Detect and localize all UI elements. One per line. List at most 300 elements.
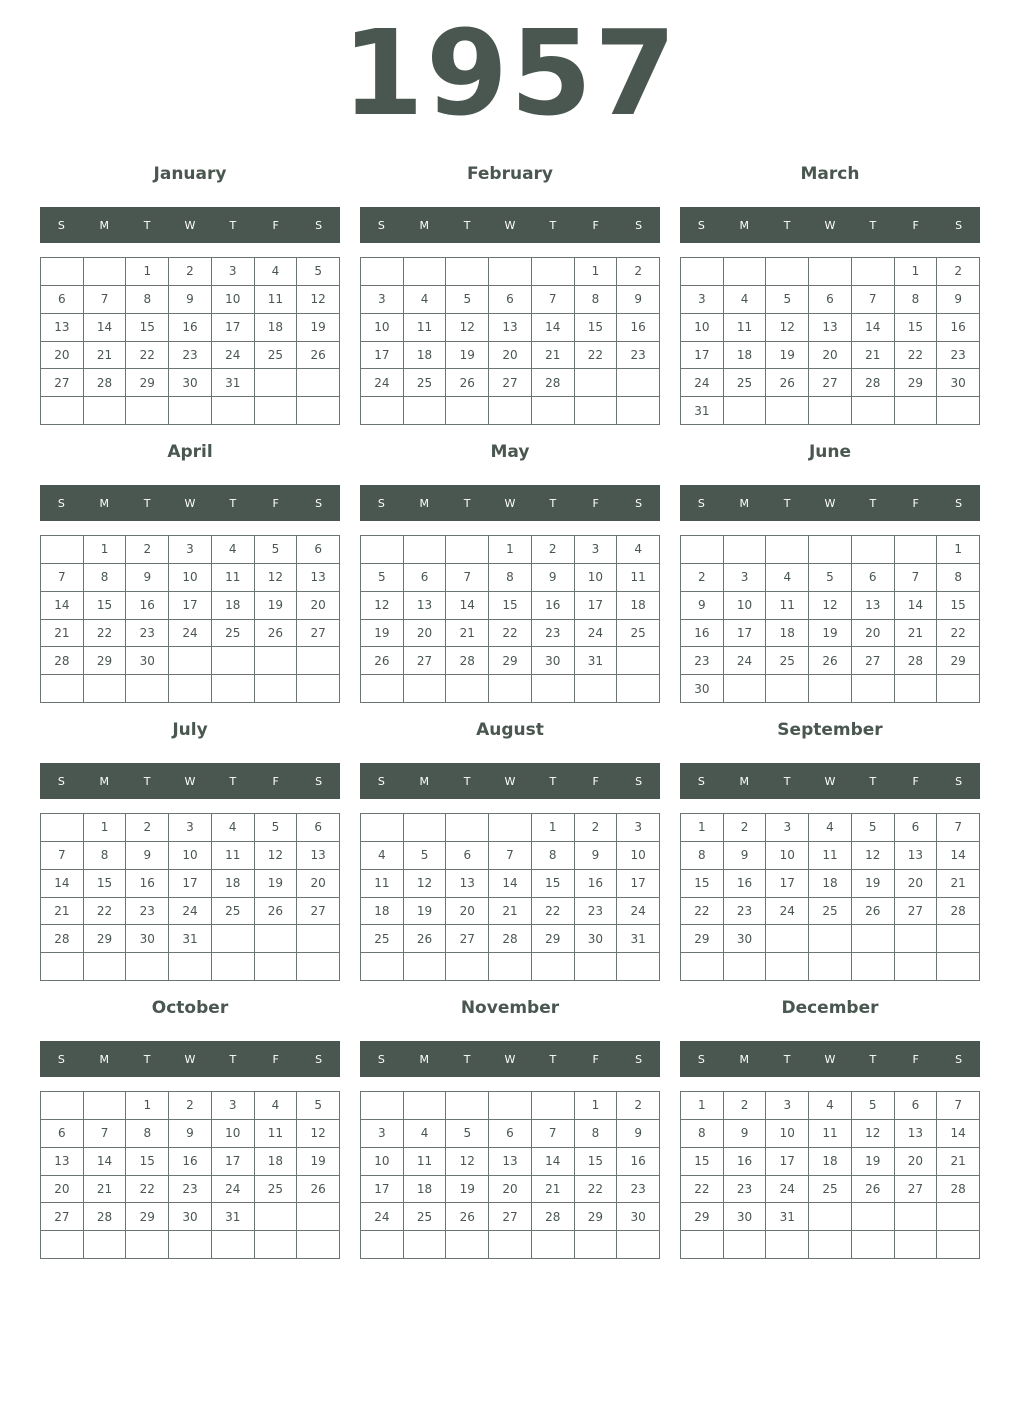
day-cell: 22 xyxy=(489,620,532,648)
day-cell: 25 xyxy=(212,898,255,926)
weekday-tue: T xyxy=(143,774,151,788)
empty-cell xyxy=(41,1231,84,1259)
day-cell: 22 xyxy=(895,342,938,370)
day-cell: 25 xyxy=(809,1176,852,1204)
day-cell: 10 xyxy=(766,1120,809,1148)
empty-cell xyxy=(212,953,255,981)
weekday-sun: S xyxy=(697,496,705,510)
day-cell: 10 xyxy=(212,1120,255,1148)
empty-cell xyxy=(852,925,895,953)
day-cell: 24 xyxy=(361,1203,404,1231)
day-cell: 11 xyxy=(255,1120,298,1148)
day-cell: 16 xyxy=(126,870,169,898)
empty-cell xyxy=(617,647,660,675)
day-cell: 9 xyxy=(724,1120,767,1148)
day-cell: 12 xyxy=(852,1120,895,1148)
day-cell: 5 xyxy=(297,1092,340,1120)
day-cell: 24 xyxy=(617,898,660,926)
day-cell: 20 xyxy=(41,342,84,370)
empty-cell xyxy=(212,647,255,675)
empty-cell xyxy=(489,953,532,981)
day-cell: 20 xyxy=(41,1176,84,1204)
weekday-mon: M xyxy=(419,218,430,232)
day-cell: 20 xyxy=(404,620,447,648)
weekday-tue: T xyxy=(463,496,471,510)
empty-cell xyxy=(617,397,660,425)
day-cell: 18 xyxy=(404,342,447,370)
month-april xyxy=(40,438,340,716)
day-cell: 22 xyxy=(532,898,575,926)
month-march xyxy=(680,160,980,438)
month-name: January xyxy=(153,164,227,184)
day-cell: 15 xyxy=(575,1148,618,1176)
day-cell: 13 xyxy=(41,314,84,342)
empty-cell xyxy=(724,675,767,703)
day-cell: 8 xyxy=(126,1120,169,1148)
day-cell: 11 xyxy=(212,842,255,870)
month-may xyxy=(360,438,660,716)
weekday-thu: T xyxy=(549,774,557,788)
day-cell: 19 xyxy=(809,620,852,648)
empty-cell xyxy=(126,1231,169,1259)
day-cell: 6 xyxy=(489,1120,532,1148)
day-cell: 25 xyxy=(361,925,404,953)
day-grid xyxy=(40,257,340,425)
empty-cell xyxy=(809,953,852,981)
day-cell: 11 xyxy=(361,870,404,898)
day-cell: 19 xyxy=(446,1176,489,1204)
day-cell: 8 xyxy=(84,842,127,870)
day-cell: 21 xyxy=(532,1176,575,1204)
empty-cell xyxy=(404,1231,447,1259)
day-cell: 19 xyxy=(404,898,447,926)
empty-cell xyxy=(361,536,404,564)
day-cell: 16 xyxy=(532,592,575,620)
day-cell: 29 xyxy=(895,369,938,397)
day-cell: 29 xyxy=(489,647,532,675)
day-cell: 24 xyxy=(766,898,809,926)
day-cell: 30 xyxy=(169,1203,212,1231)
empty-cell xyxy=(895,953,938,981)
day-cell: 16 xyxy=(126,592,169,620)
day-cell: 12 xyxy=(766,314,809,342)
day-cell: 29 xyxy=(681,925,724,953)
day-cell: 8 xyxy=(895,286,938,314)
empty-cell xyxy=(724,258,767,286)
day-cell: 12 xyxy=(809,592,852,620)
day-cell: 17 xyxy=(169,870,212,898)
day-grid xyxy=(680,1091,980,1259)
month-january xyxy=(40,160,340,438)
day-cell: 20 xyxy=(446,898,489,926)
weekday-fri: F xyxy=(272,774,279,788)
empty-cell xyxy=(212,925,255,953)
empty-cell xyxy=(169,647,212,675)
day-cell: 16 xyxy=(617,314,660,342)
empty-cell xyxy=(852,536,895,564)
day-cell: 17 xyxy=(766,870,809,898)
weekday-thu: T xyxy=(229,218,237,232)
day-cell: 13 xyxy=(489,314,532,342)
day-cell: 9 xyxy=(617,1120,660,1148)
empty-cell xyxy=(809,536,852,564)
empty-cell xyxy=(404,536,447,564)
day-cell: 1 xyxy=(681,814,724,842)
day-cell: 26 xyxy=(255,620,298,648)
weekday-fri: F xyxy=(272,218,279,232)
empty-cell xyxy=(489,1231,532,1259)
day-cell: 16 xyxy=(724,870,767,898)
day-cell: 28 xyxy=(84,1203,127,1231)
empty-cell xyxy=(895,1203,938,1231)
day-cell: 7 xyxy=(895,564,938,592)
day-cell: 24 xyxy=(766,1176,809,1204)
day-cell: 13 xyxy=(404,592,447,620)
day-cell: 21 xyxy=(852,342,895,370)
day-cell: 27 xyxy=(489,1203,532,1231)
day-cell: 23 xyxy=(575,898,618,926)
day-cell: 19 xyxy=(852,870,895,898)
empty-cell xyxy=(895,675,938,703)
weekday-sun: S xyxy=(697,774,705,788)
day-cell: 21 xyxy=(532,342,575,370)
day-cell: 29 xyxy=(126,369,169,397)
weekday-mon: M xyxy=(99,1052,110,1066)
empty-cell xyxy=(937,925,980,953)
day-cell: 25 xyxy=(617,620,660,648)
month-september xyxy=(680,716,980,994)
day-cell: 29 xyxy=(937,647,980,675)
day-cell: 3 xyxy=(617,814,660,842)
day-cell: 22 xyxy=(937,620,980,648)
day-cell: 16 xyxy=(169,1148,212,1176)
weekday-thu: T xyxy=(549,218,557,232)
day-cell: 7 xyxy=(937,814,980,842)
year-title: 1957 xyxy=(341,4,679,142)
empty-cell xyxy=(41,536,84,564)
day-cell: 23 xyxy=(617,342,660,370)
day-cell: 15 xyxy=(895,314,938,342)
month-july xyxy=(40,716,340,994)
day-cell: 7 xyxy=(84,1120,127,1148)
day-cell: 6 xyxy=(41,286,84,314)
weekday-mon: M xyxy=(99,218,110,232)
weekday-thu: T xyxy=(869,1052,877,1066)
day-cell: 30 xyxy=(724,1203,767,1231)
empty-cell xyxy=(809,1203,852,1231)
day-cell: 21 xyxy=(41,898,84,926)
day-cell: 15 xyxy=(84,592,127,620)
day-grid xyxy=(680,257,980,425)
day-cell: 21 xyxy=(937,1148,980,1176)
day-cell: 9 xyxy=(169,1120,212,1148)
day-cell: 19 xyxy=(297,314,340,342)
weekday-thu: T xyxy=(229,774,237,788)
day-cell: 26 xyxy=(446,1203,489,1231)
day-cell: 4 xyxy=(724,286,767,314)
day-cell: 5 xyxy=(404,842,447,870)
day-cell: 20 xyxy=(895,1148,938,1176)
day-cell: 14 xyxy=(532,1148,575,1176)
day-cell: 1 xyxy=(937,536,980,564)
weekday-wed: W xyxy=(504,496,516,510)
empty-cell xyxy=(297,647,340,675)
empty-cell xyxy=(446,953,489,981)
day-cell: 28 xyxy=(937,898,980,926)
day-cell: 25 xyxy=(212,620,255,648)
empty-cell xyxy=(255,397,298,425)
weekday-thu: T xyxy=(869,496,877,510)
empty-cell xyxy=(766,675,809,703)
day-cell: 26 xyxy=(404,925,447,953)
day-cell: 21 xyxy=(84,1176,127,1204)
day-cell: 25 xyxy=(255,1176,298,1204)
day-grid xyxy=(40,1091,340,1259)
day-cell: 5 xyxy=(446,286,489,314)
weekday-sun: S xyxy=(57,774,65,788)
empty-cell xyxy=(575,369,618,397)
day-cell: 18 xyxy=(212,592,255,620)
day-cell: 6 xyxy=(895,1092,938,1120)
day-cell: 28 xyxy=(937,1176,980,1204)
months-grid xyxy=(40,160,980,1272)
day-cell: 4 xyxy=(809,1092,852,1120)
day-cell: 31 xyxy=(766,1203,809,1231)
day-cell: 3 xyxy=(212,258,255,286)
empty-cell xyxy=(255,1231,298,1259)
day-cell: 12 xyxy=(297,286,340,314)
month-name: July xyxy=(172,720,208,740)
day-cell: 14 xyxy=(532,314,575,342)
empty-cell xyxy=(361,953,404,981)
empty-cell xyxy=(681,953,724,981)
empty-cell xyxy=(575,397,618,425)
empty-cell xyxy=(404,258,447,286)
weekday-mon: M xyxy=(739,496,750,510)
day-cell: 29 xyxy=(532,925,575,953)
day-cell: 17 xyxy=(617,870,660,898)
day-cell: 29 xyxy=(84,925,127,953)
empty-cell xyxy=(895,1231,938,1259)
day-cell: 7 xyxy=(852,286,895,314)
empty-cell xyxy=(404,953,447,981)
weekday-fri: F xyxy=(592,496,599,510)
empty-cell xyxy=(724,536,767,564)
empty-cell xyxy=(361,258,404,286)
day-cell: 3 xyxy=(681,286,724,314)
day-cell: 9 xyxy=(617,286,660,314)
weekday-sun: S xyxy=(57,496,65,510)
day-cell: 10 xyxy=(681,314,724,342)
weekday-sat: S xyxy=(955,1052,963,1066)
day-cell: 17 xyxy=(766,1148,809,1176)
day-grid xyxy=(40,535,340,703)
day-cell: 14 xyxy=(41,592,84,620)
day-cell: 23 xyxy=(724,1176,767,1204)
day-cell: 6 xyxy=(41,1120,84,1148)
day-grid xyxy=(360,813,660,981)
day-cell: 9 xyxy=(126,564,169,592)
day-cell: 15 xyxy=(575,314,618,342)
month-october xyxy=(40,994,340,1272)
empty-cell xyxy=(895,925,938,953)
day-cell: 28 xyxy=(532,1203,575,1231)
day-cell: 24 xyxy=(169,620,212,648)
weekday-fri: F xyxy=(912,1052,919,1066)
day-cell: 12 xyxy=(255,842,298,870)
day-cell: 5 xyxy=(766,286,809,314)
empty-cell xyxy=(617,1231,660,1259)
day-cell: 11 xyxy=(724,314,767,342)
day-cell: 4 xyxy=(809,814,852,842)
day-cell: 12 xyxy=(404,870,447,898)
empty-cell xyxy=(809,397,852,425)
day-cell: 16 xyxy=(575,870,618,898)
day-cell: 15 xyxy=(681,870,724,898)
day-cell: 2 xyxy=(681,564,724,592)
day-cell: 21 xyxy=(84,342,127,370)
day-cell: 21 xyxy=(937,870,980,898)
weekday-header xyxy=(360,485,660,521)
weekday-mon: M xyxy=(419,774,430,788)
day-cell: 23 xyxy=(724,898,767,926)
day-cell: 8 xyxy=(937,564,980,592)
day-cell: 14 xyxy=(489,870,532,898)
day-cell: 28 xyxy=(41,647,84,675)
day-cell: 25 xyxy=(404,369,447,397)
month-february xyxy=(360,160,660,438)
day-cell: 14 xyxy=(895,592,938,620)
day-cell: 26 xyxy=(297,342,340,370)
day-cell: 10 xyxy=(361,314,404,342)
day-cell: 29 xyxy=(84,647,127,675)
day-cell: 22 xyxy=(575,342,618,370)
day-cell: 24 xyxy=(575,620,618,648)
weekday-tue: T xyxy=(783,218,791,232)
day-cell: 30 xyxy=(724,925,767,953)
day-cell: 6 xyxy=(404,564,447,592)
day-cell: 8 xyxy=(575,1120,618,1148)
weekday-sat: S xyxy=(315,218,323,232)
empty-cell xyxy=(212,397,255,425)
empty-cell xyxy=(446,1231,489,1259)
empty-cell xyxy=(126,397,169,425)
weekday-fri: F xyxy=(912,496,919,510)
day-cell: 2 xyxy=(575,814,618,842)
day-cell: 12 xyxy=(361,592,404,620)
day-cell: 13 xyxy=(809,314,852,342)
month-name: March xyxy=(800,164,860,184)
day-cell: 27 xyxy=(41,369,84,397)
weekday-header xyxy=(680,485,980,521)
weekday-wed: W xyxy=(824,496,836,510)
weekday-mon: M xyxy=(419,496,430,510)
day-cell: 19 xyxy=(255,870,298,898)
weekday-sun: S xyxy=(57,218,65,232)
day-cell: 11 xyxy=(212,564,255,592)
empty-cell xyxy=(297,925,340,953)
empty-cell xyxy=(361,1092,404,1120)
day-cell: 1 xyxy=(575,1092,618,1120)
day-cell: 24 xyxy=(681,369,724,397)
empty-cell xyxy=(809,925,852,953)
day-cell: 18 xyxy=(255,1148,298,1176)
empty-cell xyxy=(126,953,169,981)
empty-cell xyxy=(895,397,938,425)
day-cell: 20 xyxy=(297,592,340,620)
empty-cell xyxy=(617,675,660,703)
weekday-header xyxy=(360,207,660,243)
day-cell: 7 xyxy=(532,286,575,314)
weekday-thu: T xyxy=(869,774,877,788)
weekday-header xyxy=(40,763,340,799)
weekday-tue: T xyxy=(463,218,471,232)
empty-cell xyxy=(724,1231,767,1259)
month-name: August xyxy=(476,720,544,740)
weekday-tue: T xyxy=(143,496,151,510)
empty-cell xyxy=(169,675,212,703)
weekday-sun: S xyxy=(57,1052,65,1066)
day-cell: 9 xyxy=(937,286,980,314)
day-cell: 23 xyxy=(169,1176,212,1204)
day-cell: 6 xyxy=(895,814,938,842)
day-cell: 27 xyxy=(895,1176,938,1204)
day-cell: 9 xyxy=(532,564,575,592)
empty-cell xyxy=(852,1231,895,1259)
day-cell: 14 xyxy=(84,314,127,342)
day-cell: 11 xyxy=(809,1120,852,1148)
day-cell: 4 xyxy=(766,564,809,592)
empty-cell xyxy=(724,397,767,425)
day-cell: 18 xyxy=(255,314,298,342)
day-cell: 26 xyxy=(852,898,895,926)
day-cell: 15 xyxy=(532,870,575,898)
empty-cell xyxy=(937,397,980,425)
empty-cell xyxy=(41,397,84,425)
day-cell: 10 xyxy=(361,1148,404,1176)
day-cell: 2 xyxy=(126,814,169,842)
day-cell: 17 xyxy=(212,1148,255,1176)
weekday-header xyxy=(40,485,340,521)
day-cell: 2 xyxy=(724,814,767,842)
empty-cell xyxy=(937,953,980,981)
day-cell: 18 xyxy=(724,342,767,370)
day-cell: 2 xyxy=(169,258,212,286)
day-cell: 15 xyxy=(937,592,980,620)
day-cell: 20 xyxy=(852,620,895,648)
weekday-sun: S xyxy=(377,496,385,510)
day-cell: 27 xyxy=(895,898,938,926)
weekday-wed: W xyxy=(184,1052,196,1066)
empty-cell xyxy=(41,675,84,703)
day-cell: 1 xyxy=(532,814,575,842)
empty-cell xyxy=(766,953,809,981)
empty-cell xyxy=(84,1231,127,1259)
weekday-fri: F xyxy=(912,774,919,788)
day-cell: 11 xyxy=(766,592,809,620)
day-cell: 30 xyxy=(937,369,980,397)
day-cell: 4 xyxy=(212,536,255,564)
weekday-wed: W xyxy=(824,1052,836,1066)
empty-cell xyxy=(489,258,532,286)
day-cell: 4 xyxy=(361,842,404,870)
day-cell: 7 xyxy=(41,842,84,870)
day-cell: 31 xyxy=(169,925,212,953)
day-cell: 28 xyxy=(446,647,489,675)
empty-cell xyxy=(169,397,212,425)
day-cell: 9 xyxy=(575,842,618,870)
empty-cell xyxy=(575,953,618,981)
